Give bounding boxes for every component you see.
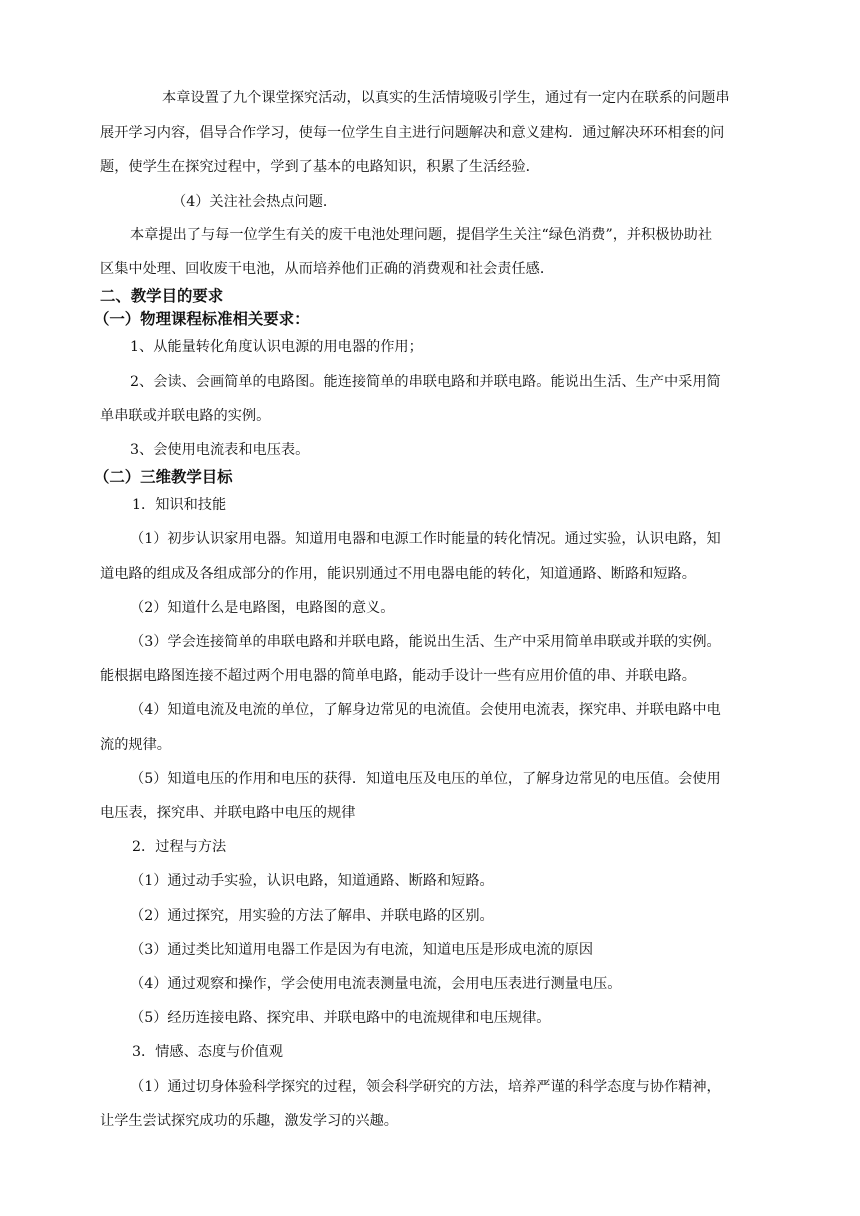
req-item-1: 1、从能量转化角度认识电源的用电器的作用； (130, 339, 423, 355)
knowledge-5-line1: （5）知道电压的作用和电压的获得．知道电压及电压的单位，了解身边常见的电压值。会使用 (130, 771, 721, 787)
knowledge-3-line1: （3）学会连接简单的串联电路和并联电路，能说出生活、生产中采用简单串联或并联的实例。 (130, 634, 721, 650)
process-3: （3）通过类比知道用电器工作是因为有电流，知道电压是形成电流的原因 (130, 942, 594, 958)
knowledge-3-line2: 能根据电路图连接不超过两个用电器的简单电路，能动手设计一些有应用价值的串、并联电路。 (100, 668, 696, 684)
intro-p2-line2: 区集中处理、回收废干电池，从而培养他们正确的消费观和社会责任感． (100, 261, 555, 277)
knowledge-1-line1: （1）初步认识家用电器。知道用电器和电源工作时能量的转化情况。通过实验，认识电路，知 (130, 531, 721, 547)
emotion-1-line2: 让学生尝试探究成功的乐趣，激发学习的兴趣。 (100, 1113, 398, 1129)
emotion-1-line1: （1）通过切身体验科学探究的过程，领会科学研究的方法，培养严谨的科学态度与协作精神， (130, 1079, 721, 1095)
req-item-3: 3、会使用电流表和电压表。 (130, 442, 310, 458)
req-item-2-line1: 2、会读、会画简单的电路图。能连接简单的串联电路和并联电路。能说出生活、生产中采用简 (130, 374, 721, 390)
process-5: （5）经历连接电路、探究串、并联电路中的电流规律和电压规律。 (130, 1010, 551, 1026)
req-item-2-line2: 单串联或并联电路的实例。 (100, 408, 271, 424)
knowledge-5-line2: 电压表，探究串、并联电路中电压的规律 (100, 805, 356, 821)
subsection-heading-1: （一）物理课程标准相关要求： (94, 310, 310, 328)
knowledge-4-line1: （4）知道电流及电流的单位，了解身边常见的电流值。会使用电流表，探究串、并联电路中电 (130, 702, 721, 718)
process-1: （1）通过动手实验，认识电路，知道通路、断路和短路。 (130, 873, 494, 889)
process-heading: 2．过程与方法 (132, 839, 227, 855)
knowledge-4-line2: 流的规律。 (100, 737, 171, 753)
knowledge-1-line2: 道电路的组成及各组成部分的作用，能识别通过不用电器电能的转化，知道通路、断路和短路。 (100, 566, 696, 582)
intro-item4: （4）关注社会热点问题． (172, 194, 338, 210)
emotion-heading: 3．情感、态度与价值观 (132, 1044, 283, 1060)
subsection-heading-2: （二）三维教学目标 (94, 468, 233, 486)
knowledge-heading: 1．知识和技能 (132, 497, 227, 513)
intro-p1-line1: 本章设置了九个课堂探究活动，以真实的生活情境吸引学生，通过有一定内在联系的问题串 (162, 90, 730, 106)
process-2: （2）通过探究，用实验的方法了解串、并联电路的区别。 (130, 908, 494, 924)
knowledge-2: （2）知道什么是电路图，电路图的意义。 (130, 600, 395, 616)
intro-p2-line1: 本章提出了与每一位学生有关的废干电池处理问题，提倡学生关注“绿色消费”，并积极协助社 (130, 227, 713, 243)
intro-p1-line3: 题，使学生在探究过程中，学到了基本的电路知识，积累了生活经验． (100, 159, 540, 175)
intro-p1-line2: 展开学习内容，倡导合作学习，使每一位学生自主进行问题解决和意义建构．通过解决环环相套的问 (100, 125, 725, 141)
section-heading: 二、教学目的要求 (100, 287, 224, 305)
process-4: （4）通过观察和操作，学会使用电流表测量电流，会用电压表进行测量电压。 (130, 976, 622, 992)
